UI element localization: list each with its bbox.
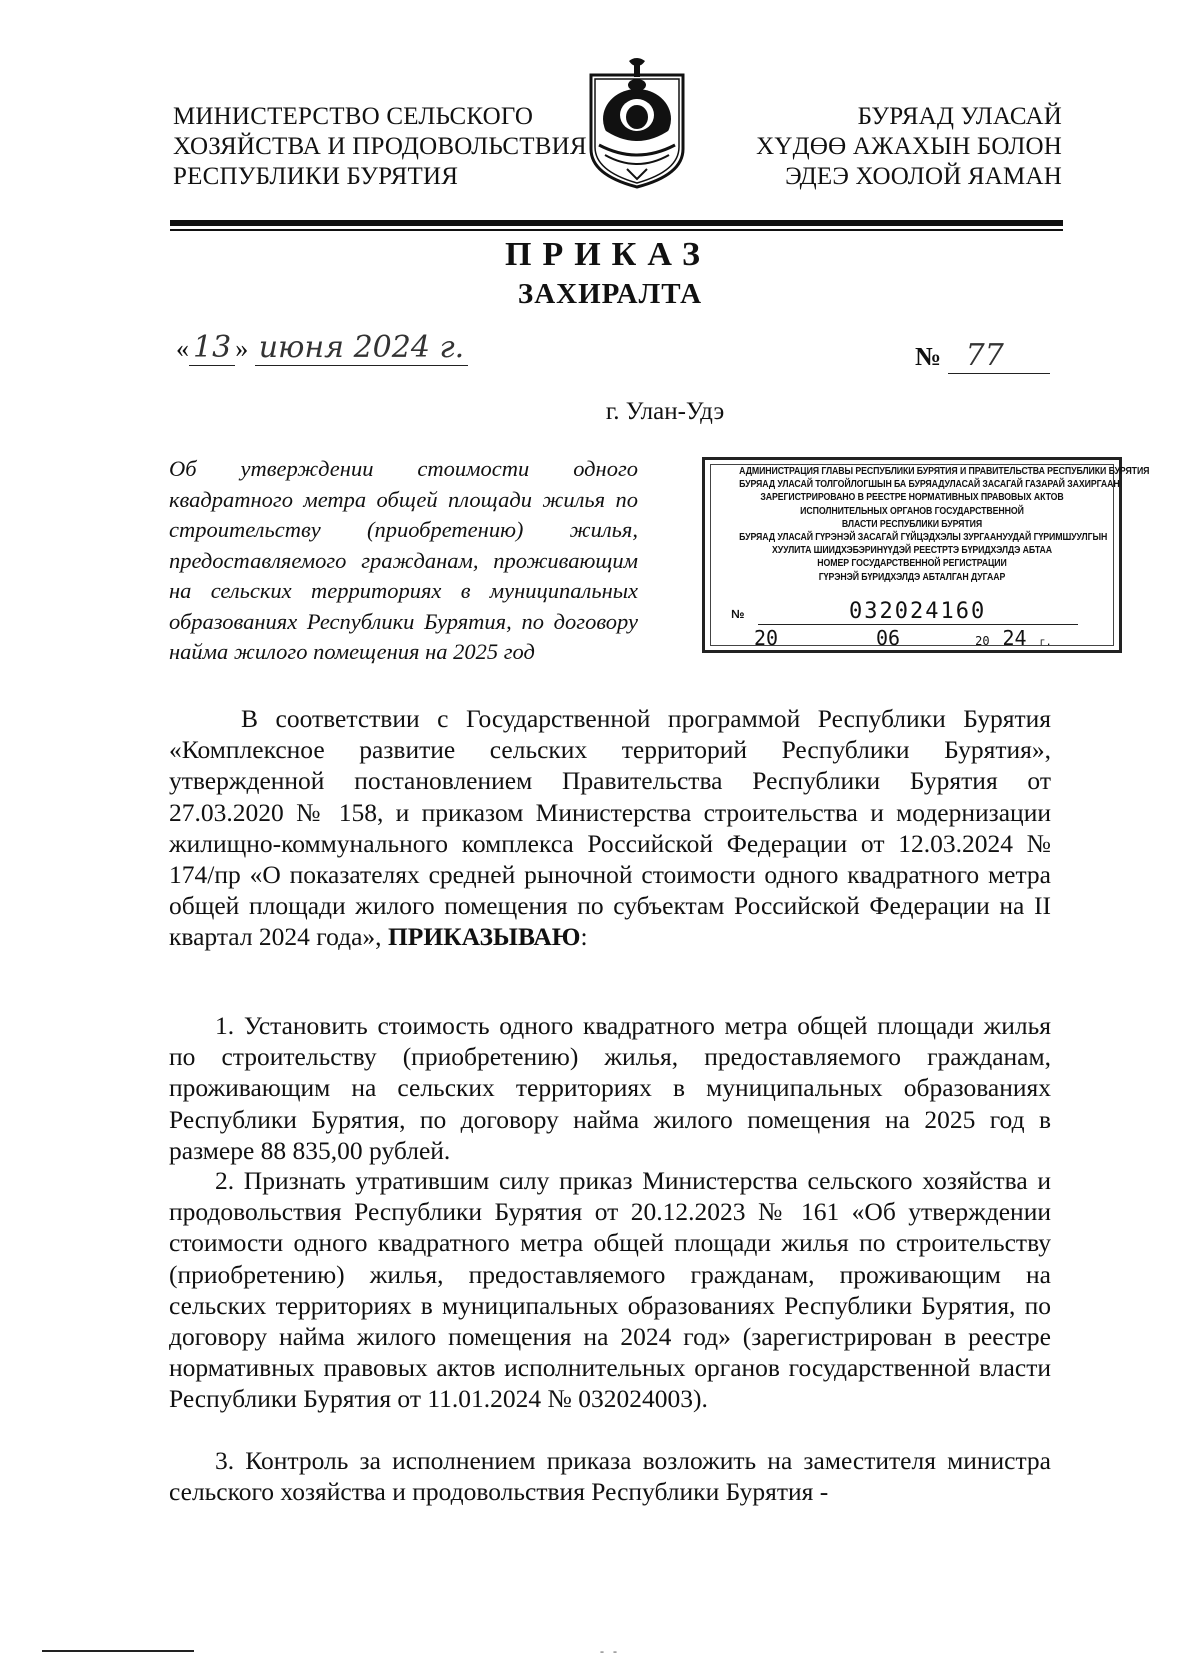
- order-subject: Об утверждении стоимости одного квадратного метра общей площади жилья по строительству (приобретению) жилья, предоставляемого гражданам, проживающим на сельских территориях в муниципальных образованиях Республики Бурятия, по договору найма жилого помещения на 2025 год: [169, 456, 638, 664]
- order-item-3: 3. Контроль за исполнением приказа возложить на заместителя министра сельского хозяйства и продовольствия Республики Бурятия -: [169, 1446, 1051, 1507]
- document-title: ПРИКАЗ: [505, 236, 711, 273]
- date-day-handwritten: 13: [189, 330, 235, 366]
- preamble-paragraph: [169, 703, 1051, 953]
- preamble-text: В соответствии с Государственной программой Республики Бурятия «Комплексное развитие сельских территорий Республики Бурятия», утвержденной постановлением Правительства Республики Бурятия от 27.03.2020 № 158, и приказом Министерства строительства и модернизации жилищно-коммунального комплекса Российской Федерации от 12.03.2024 № 174/пр «О показателях средней рыночной стоимости одного квадратного метра общей площади жилого помещения по субъектам Российской Федерации на II квартал 2024 года»,: [169, 704, 1051, 952]
- stamp-line: ВЛАСТИ РЕСПУБЛИКИ БУРЯТИЯ: [841, 518, 983, 530]
- stamp-reg-label: №: [731, 607, 745, 621]
- order-number-label: №: [915, 342, 942, 371]
- order-number-handwritten: 77: [948, 338, 1050, 374]
- ministry-name-ru-line: ХОЗЯЙСТВА И ПРОДОВОЛЬСТВИЯ: [173, 133, 587, 160]
- stamp-line: ХУУЛИТА ШИИДХЭБЭРИНҮҮДЭЙ РЕЕСТРТЭ БҮРИДХЭЛДЭ АБТАА: [771, 545, 1053, 557]
- date-quote-open: «: [176, 334, 189, 363]
- stamp-line: ИСПОЛНИТЕЛЬНЫХ ОРГАНОВ ГОСУДАРСТВЕННОЙ: [800, 505, 1024, 517]
- order-date: [176, 330, 468, 366]
- ministry-name-ru-line: РЕСПУБЛИКИ БУРЯТИЯ: [173, 163, 459, 190]
- order-word: ПРИКАЗЫВАЮ: [387, 922, 581, 952]
- ministry-name-bur-line: ЭДЕЭ ХООЛОЙ ЯАМАН: [785, 163, 1062, 190]
- stamp-line: БУРЯАД УЛАСАЙ ТОЛГОЙЛОГШЫН БА БУРЯАДУЛАСАЙ ЗАСАГАЙ ГАЗАРАЙ ЗАХИРГААН: [739, 479, 1120, 491]
- stamp-date-year: 24: [990, 626, 1040, 651]
- coat-of-arms-emblem-icon: [583, 57, 691, 189]
- stamp-line: ГҮРЭНЭЙ БҮРИДХЭЛДЭ АБТАЛГАН ДУГААР: [818, 571, 1006, 583]
- order-item-1: 1. Установить стоимость одного квадратного метра общей площади жилья по строительству (приобретению) жилья, предоставляемого гражданам, проживающим на сельских территориях в муниципальных образованиях Республики Бурятия, по договору найма жилого помещения на 2025 год в размере 88 835,00 рублей.: [169, 1011, 1051, 1165]
- registration-stamp: [702, 457, 1150, 653]
- header-divider-thin: [170, 229, 1063, 231]
- stamp-line: ЗАРЕГИСТРИРОВАНО В РЕЕСТРЕ НОРМАТИВНЫХ ПРАВОВЫХ АКТОВ: [760, 492, 1064, 504]
- order-word-colon: :: [580, 922, 588, 952]
- stamp-line: НОМЕР ГОСУДАРСТВЕННОЙ РЕГИСТРАЦИИ: [817, 558, 1007, 570]
- date-month-year-handwritten: [255, 330, 469, 366]
- ministry-name-bur-line: ХҮДӨӨ АЖАХЫН БОЛОН: [756, 133, 1062, 160]
- footnote-separator: [42, 1650, 194, 1652]
- stamp-date-month: 06: [813, 626, 963, 651]
- stamp-line: БУРЯАД УЛАСАЙ ГҮРЭНЭЙ ЗАСАГАЙ ГҮЙЦЭДХЭЛЫ ЗУРГААНУУДАЙ ГҮРИМШУУЛГЫН: [739, 532, 1108, 544]
- date-year-text: 2024 г.: [353, 330, 465, 365]
- stamp-date-day: 20: [731, 626, 801, 651]
- date-quote-close: »: [235, 334, 249, 363]
- order-number: [915, 338, 1050, 374]
- ministry-name-bur: [756, 102, 1062, 192]
- document-title-bur: ЗАХИРАЛТА: [517, 278, 703, 310]
- header-divider-thick: [170, 220, 1063, 226]
- date-month-text: июня: [258, 330, 345, 365]
- order-item-2: 2. Признать утратившим силу приказ Министерства сельского хозяйства и продовольствия Республики Бурятия от 20.12.2023 № 161 «Об утверждении стоимости одного квадратного метра общей площади жилья по строительству (приобретению) жилья, предоставляемого гражданам, проживающим на сельских территориях в муниципальных образованиях Республики Бурятия, по договору найма жилого помещения на 2024 год» (зарегистрирован в реестре нормативных правовых актов исполнительных органов государственной власти Республики Бурятия от 11.01.2024 № 032024003).: [169, 1166, 1051, 1414]
- page-marks: - -: [600, 1644, 620, 1658]
- city: г. Улан-Удэ: [605, 398, 725, 425]
- stamp-reg-number: 032024160: [758, 599, 1078, 625]
- ministry-name-ru: [173, 102, 587, 192]
- stamp-date-century: 20: [975, 634, 990, 648]
- ministry-name-ru-line: МИНИСТЕРСТВО СЕЛЬСКОГО: [173, 103, 534, 130]
- stamp-date-suffix: г.: [1039, 637, 1052, 648]
- stamp-registration-number: [731, 599, 1103, 625]
- stamp-line: АДМИНИСТРАЦИЯ ГЛАВЫ РЕСПУБЛИКИ БУРЯТИЯ И ПРАВИТЕЛЬСТВА РЕСПУБЛИКИ БУРЯТИЯ: [739, 466, 1150, 477]
- ministry-name-bur-line: БУРЯАД УЛАСАЙ: [857, 103, 1062, 130]
- stamp-registration-date: [731, 626, 1103, 651]
